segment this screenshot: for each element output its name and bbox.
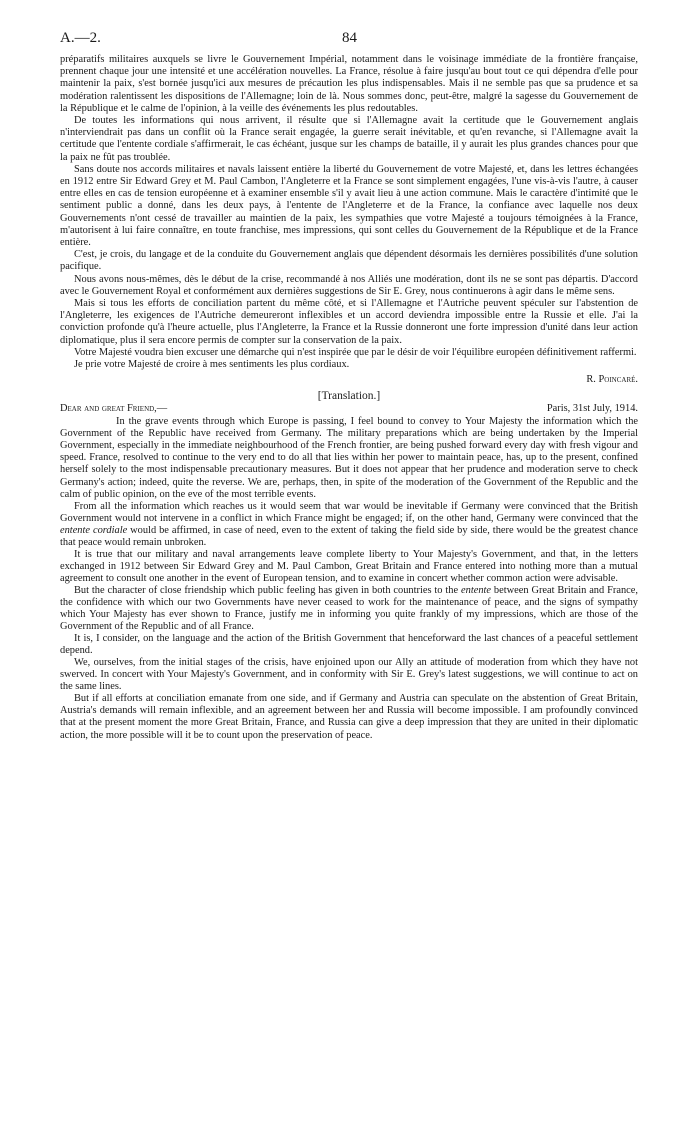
salutation-line — [60, 403, 638, 416]
italic-term: entente cordiale — [60, 524, 128, 536]
english-paragraph: It is true that our military and naval arrangements leave complete liberty to Your Majesty's Government, and that, in the letters exchanged in 1912 between Sir Edward Grey and M. Paul Cambon, Great Britain and France entered into nothing more than a mutual agreement to consult one another in the event of European tension, and to examine in concert whether common action were advisable. — [60, 548, 638, 584]
french-paragraph: Je prie votre Majesté de croire à mes sentiments les plus cordiaux. — [74, 359, 350, 371]
dateline: Paris, 31st July, 1914. — [546, 403, 638, 415]
italic-term: entente — [461, 584, 492, 596]
translation-heading: [Translation.] — [317, 390, 381, 403]
salutation: Dear and great Friend,— — [60, 403, 168, 415]
document-page — [60, 30, 638, 742]
french-paragraph: Sans doute nos accords militaires et navals laissent entière la liberté du Gouvernement de votre Majesté, et, dans les lettres échangées en 1912 entre Sir Edward Grey et M. Paul Cambon, l'Angleterre et la France se sont simplement engagées, l'une vis-à-vis l'autre, à causer entre elles en cas de tension européenne et à examiner ensemble s'il y avait lieu à une action commune. Mais le caractère d'intimité que le sentiment public a donné, dans les deux pays, à l'entente de l'Angleterre et de la France, la confiance avec laquelle nos deux Gouvernements n'ont cessé de travailler au maintien de la paix, les sympathies que votre Majesté a toujours témoignées à la France, m'autorisent à lui faire connaître, en toute franchise, mes impressions, qui sont celles du Gouvernement de la République et de la France entière. — [60, 163, 638, 249]
french-paragraph: De toutes les informations qui nous arrivent, il résulte que si l'Allemagne avait la certitude que le Gouvernement anglais n'interviendrait pas dans un conflit où la France serait engagée, la guerre serait inévitable, et qu'en revanche, si l'Allemagne avait la certitude que l'entente cordiale s'affirmerait, le cas échéant, jusque sur les champs de bataille, il y aurait les plus grandes chances pour que la paix ne fût pas troublée. — [60, 115, 638, 163]
page-number: 84 — [342, 30, 357, 46]
english-paragraph: From all the information which reaches us it would seem that war would be inevitable if Germany were convinced that the British Government would not intervene in a conflict in which France might be engaged; if, on the other hand, Germany were convinced that the entente cordiale would be affirmed, in case of need, even to the extent of taking the field side by side, there would be the greatest chance that peace would remain unbroken. — [60, 500, 638, 548]
english-paragraph: It is, I consider, on the language and the action of the British Government that henceforward the last chances of a peaceful settlement depend. — [60, 633, 638, 657]
french-paragraph: Votre Majesté voudra bien excuser une démarche qui n'est inspirée que par le désir de voir l'équilibre européen définitivement raffermi. — [74, 346, 637, 358]
french-signature — [60, 373, 638, 386]
english-paragraph: But if all efforts at conciliation emanate from one side, and if Germany and Austria can speculate on the abstention of Great Britain, Austria's demands will remain inflexible, and an agreement between her and Russia will become impossible. I am profoundly convinced that at the present moment the more Great Britain, France, and Russia can give a deep impression that they are united in their diplomatic action, the more possible will it be to count upon the preservation of peace. — [60, 693, 638, 741]
french-paragraph: Nous avons nous-mêmes, dès le début de la crise, recommandé à nos Alliés une modération, dont ils ne se sont pas départis. D'accord avec le Gouvernement Royal et conformément aux dernières suggestions de Sir E. Grey, nous continuerons à agir dans le même sens. — [60, 273, 638, 297]
french-paragraph: préparatifs militaires auxquels se livre le Gouvernement Impérial, notamment dans le voisinage immédiate de la frontière française, prennent chaque jour une intensité et une accélération nouvelles. La France, résolue à faire jusqu'au bout tout ce qui dépendra d'elle pour maintenir la paix, s'est bornée jusqu'ici aux mesures de précaution les plus indispensables. Mais il ne semble pas que sa prudence et sa modération ralentissent les dispositions de l'Allemagne; loin de là. Nous sommes donc, peut-être, malgré la sagesse du Gouvernement de la République et le calme de l'opinion, à la veille des événements les plus redoutables. — [60, 54, 638, 114]
running-head — [60, 30, 638, 54]
signature-text: R. Poincaré. — [586, 374, 638, 386]
french-paragraph: Mais si tous les efforts de conciliation partent du même côté, et si l'Allemagne et l'Autriche peuvent spéculer sur l'abstention de l'Angleterre, les exigences de l'Autriche demeureront inflexibles et un accord deviendra impossible entre la Russie et elle. J'ai la conviction profonde qu'à l'heure actuelle, plus l'Angleterre, la France et la Russie donneront une forte impression d'unité dans leur action diplomatique, plus il sera encore permis de compter sur la conservation de la paix. — [60, 298, 638, 346]
english-paragraph: But the character of close friendship which public feeling has given in both countries to the entente between Great Britain and France, the confidence with which our two Governments have never ceased to work for the maintenance of peace, and the signs of sympathy which Your Majesty has ever shown to France, justify me in informing you quite frankly of my impressions, which are those of the Government of the Republic and of all France. — [60, 584, 638, 633]
english-paragraph: We, ourselves, from the initial stages of the crisis, have enjoined upon our Ally an attitude of moderation from which they have not swerved. In concert with Your Majesty's Government, and in conformity with Sir E. Grey's latest suggestions, we will continue to act on the same lines. — [60, 657, 638, 693]
english-translation — [60, 416, 638, 741]
document-reference: A.—2. — [60, 30, 101, 46]
french-letter — [60, 54, 638, 371]
english-paragraph: In the grave events through which Europe is passing, I feel bound to convey to Your Majesty the information which the Government of the Republic have received from Germany. The military preparations which are being undertaken by the Imperial Government, especially in the immediate neighbourhood of the French frontier, are being pushed forward every day with fresh vigour and speed. France, resolved to continue to the very end to do all that lies within her power to maintain peace, has, up to the present, confined herself solely to the most indispensable precautionary measures. But it does not appear that her prudence and moderation serve to check Germany's action; indeed, quite the reverse. We are, perhaps, then, in spite of the moderation of the Government of the Republic and the calm of public opinion, on the eve of the most terrible events. — [60, 416, 638, 500]
french-paragraph: C'est, je crois, du langage et de la conduite du Gouvernement anglais que dépendent désormais les dernières possibilités d'une solution pacifique. — [60, 249, 638, 273]
